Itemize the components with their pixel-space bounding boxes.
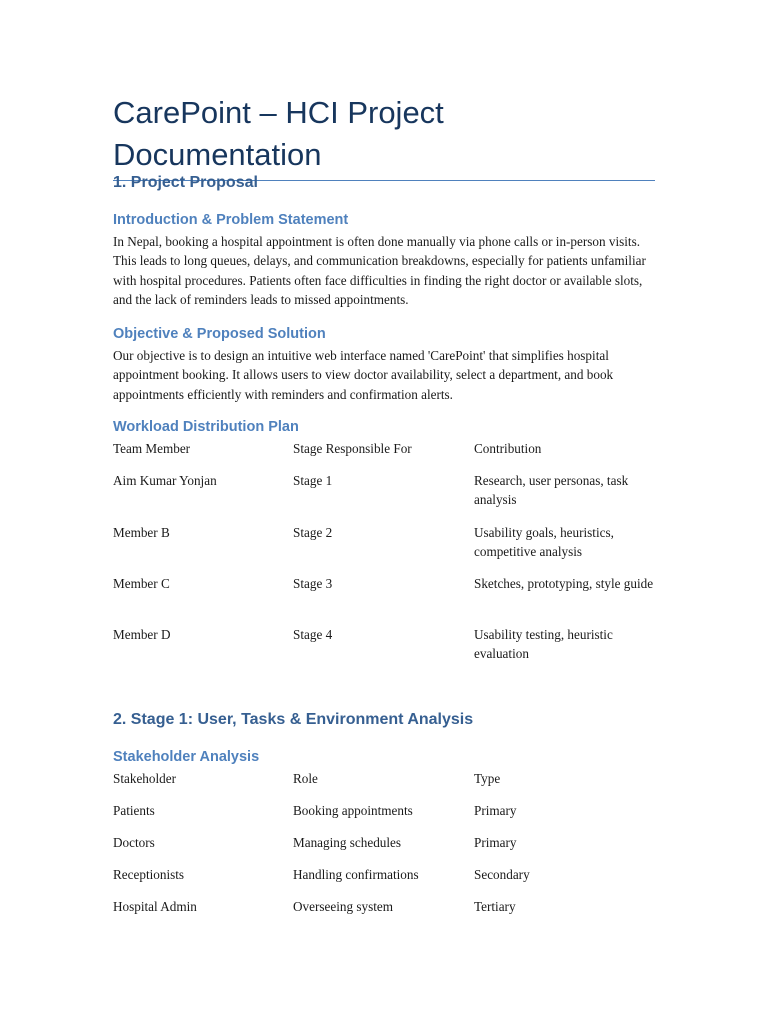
table-header-cell: Stage Responsible For: [293, 441, 412, 456]
table-cell: Receptionists: [113, 867, 185, 882]
table-cell: Hospital Admin: [113, 899, 197, 914]
subheading-introduction: Introduction & Problem Statement: [113, 212, 349, 228]
table-cell: Member B: [113, 525, 170, 540]
objective-paragraph: Our objective is to design an intuitive web interface named 'CarePoint' that simplifies hospital appointment booking. It allows users to view doctor availability, select a department, and book appointments efficiently with reminders and confirmation alerts.: [113, 348, 614, 402]
table-cell: Sketches, prototyping, style guide: [474, 576, 654, 591]
table-cell: Managing schedules: [293, 835, 402, 850]
table-cell: Tertiary: [474, 899, 516, 914]
table-cell: Aim Kumar Yonjan: [113, 473, 217, 488]
table-cell: Research, user personas, task analysis: [474, 473, 629, 508]
table-header-cell: Role: [293, 771, 318, 786]
table-cell: Secondary: [474, 867, 530, 882]
table-header-cell: Team Member: [113, 441, 191, 456]
table-cell: Usability testing, heuristic evaluation: [474, 627, 613, 662]
subheading-workload: Workload Distribution Plan: [113, 419, 299, 435]
table-cell: Member D: [113, 627, 171, 642]
table-cell: Stage 3: [293, 576, 333, 591]
document-title: CarePoint – HCI Project Documentation: [113, 92, 655, 181]
table-cell: Doctors: [113, 835, 155, 850]
subheading-stakeholder-analysis: Stakeholder Analysis: [113, 749, 260, 765]
table-header-cell: Type: [474, 771, 501, 786]
table-cell: Stage 2: [293, 525, 333, 540]
table-header-cell: Contribution: [474, 441, 542, 456]
table-header-cell: Stakeholder: [113, 771, 176, 786]
table-cell: Overseeing system: [293, 899, 393, 914]
table-cell: Patients: [113, 803, 155, 818]
table-cell: Usability goals, heuristics, competitive analysis: [474, 525, 614, 560]
table-cell: Handling confirmations: [293, 867, 419, 882]
introduction-paragraph: In Nepal, booking a hospital appointment is often done manually via phone calls or in-person visits. This leads to long queues, delays, and communication breakdowns, especially for patients unfamiliar with hospital procedures. Patients often face difficulties in finding the right doctor or available slots, and the lack of reminders leads to missed appointments.: [113, 234, 646, 308]
table-cell: Primary: [474, 835, 517, 850]
table-cell: Member C: [113, 576, 170, 591]
section-heading-project-proposal: 1. Project Proposal: [113, 174, 258, 191]
table-cell: Primary: [474, 803, 517, 818]
subheading-objective: Objective & Proposed Solution: [113, 326, 326, 342]
table-cell: Stage 4: [293, 627, 333, 642]
table-cell: Booking appointments: [293, 803, 413, 818]
table-cell: Stage 1: [293, 473, 333, 488]
section-heading-stage-1: 2. Stage 1: User, Tasks & Environment Analysis: [113, 711, 474, 728]
